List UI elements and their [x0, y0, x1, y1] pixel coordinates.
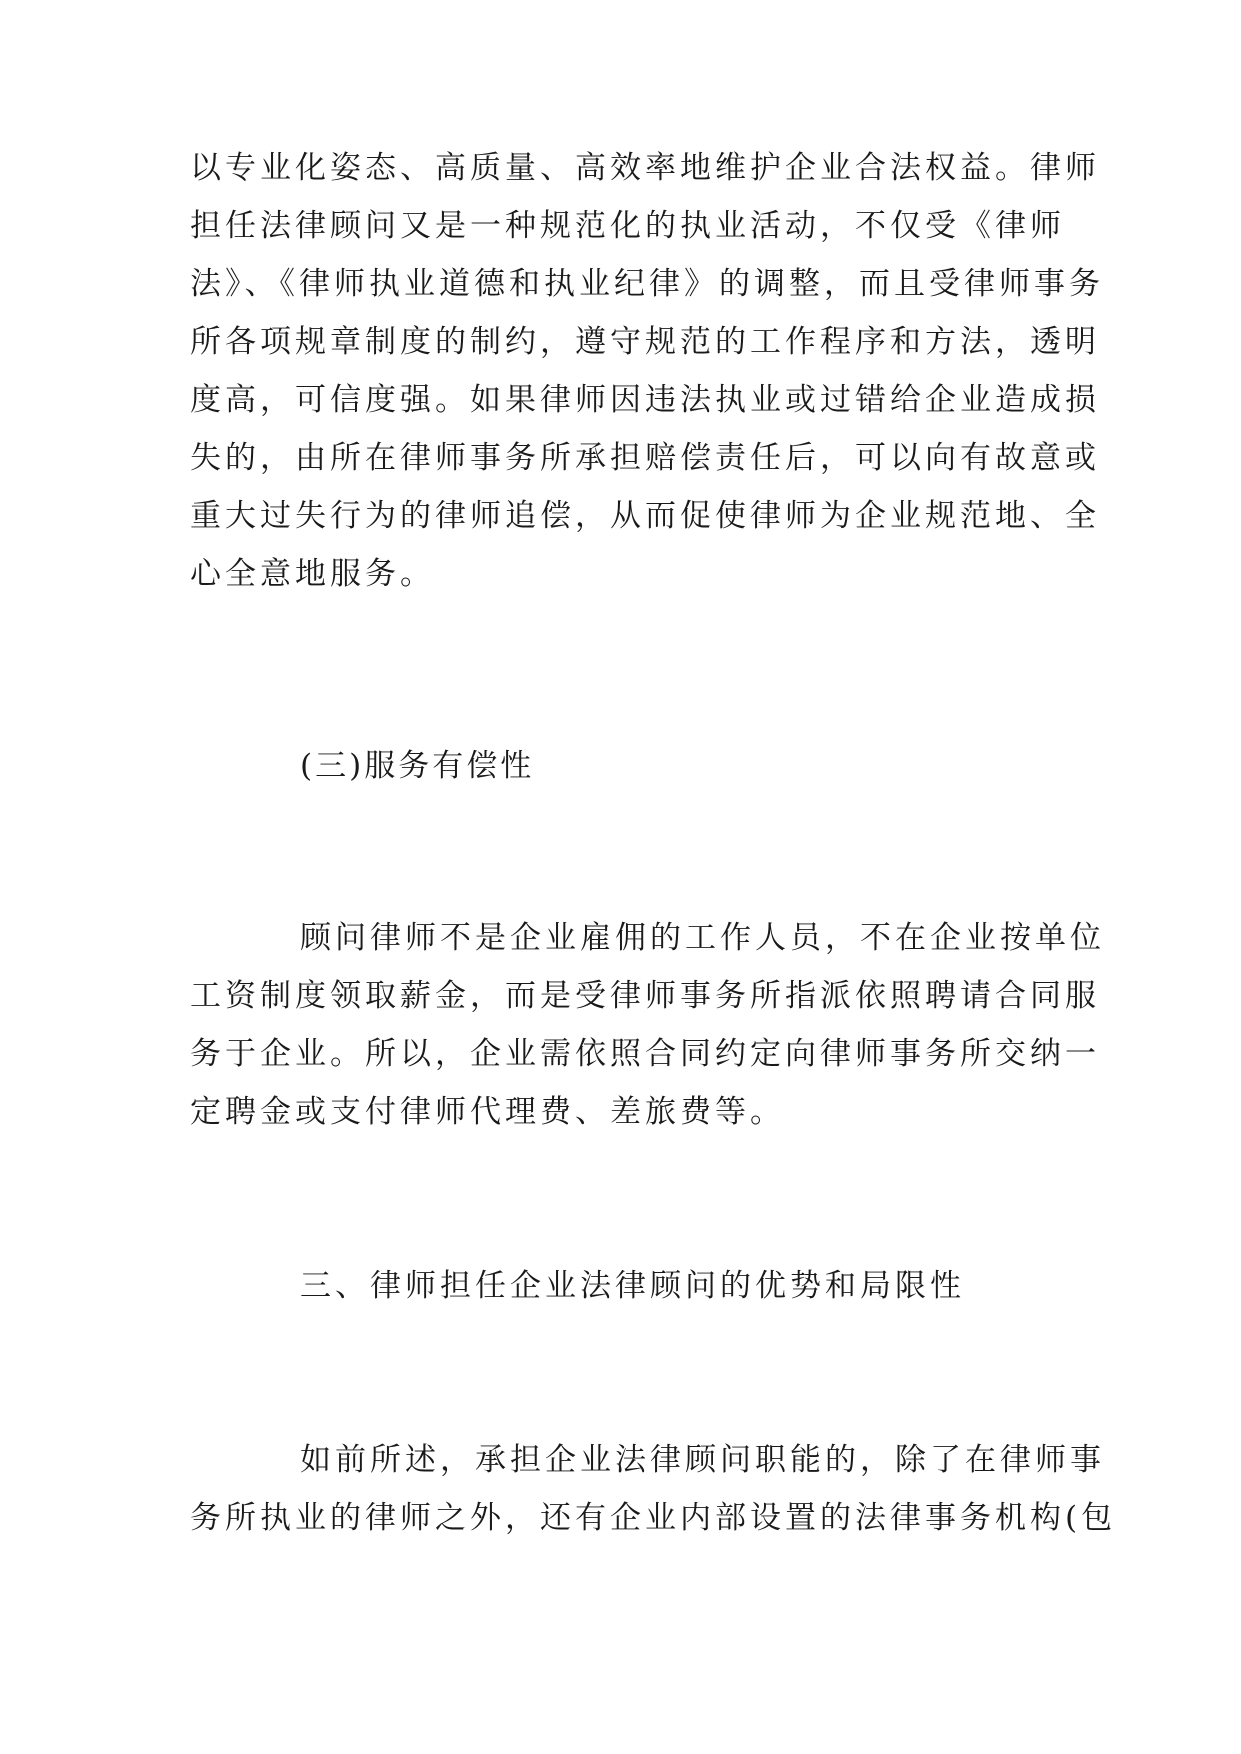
paragraph-line: 如前所述，承担企业法律顾问职能的，除了在律师事 — [300, 1442, 1105, 1478]
paragraph-line: 失的，由所在律师事务所承担赔偿责任后，可以向有故意或 — [190, 440, 1100, 476]
paragraph-line: 所各项规章制度的制约，遵守规范的工作程序和方法，透明 — [190, 324, 1100, 360]
paragraph-line: 定聘金或支付律师代理费、差旅费等。 — [190, 1094, 785, 1130]
paragraph-line: 度高，可信度强。如果律师因违法执业或过错给企业造成损 — [190, 382, 1100, 418]
section-heading: 三、律师担任企业法律顾问的优势和局限性 — [300, 1268, 965, 1304]
paragraph-line: 工资制度领取薪金，而是受律师事务所指派依照聘请合同服 — [190, 978, 1100, 1014]
paragraph-line: 务所执业的律师之外，还有企业内部设置的法律事务机构(包 — [190, 1500, 1117, 1536]
paragraph-line: 务于企业。所以，企业需依照合同约定向律师事务所交纳一 — [190, 1036, 1100, 1072]
paragraph-line: 心全意地服务。 — [190, 556, 435, 592]
paragraph-line: 顾问律师不是企业雇佣的工作人员，不在企业按单位 — [300, 920, 1105, 956]
subsection-heading: (三)服务有偿性 — [300, 748, 535, 784]
paragraph-line: 重大过失行为的律师追偿，从而促使律师为企业规范地、全 — [190, 498, 1100, 534]
paragraph-line: 以专业化姿态、高质量、高效率地维护企业合法权益。律师 — [190, 150, 1100, 186]
paragraph-line: 法》、《律师执业道德和执业纪律》的调整，而且受律师事务 — [190, 266, 1104, 302]
paragraph-line: 担任法律顾问又是一种规范化的执业活动，不仅受《律师 — [190, 208, 1065, 244]
